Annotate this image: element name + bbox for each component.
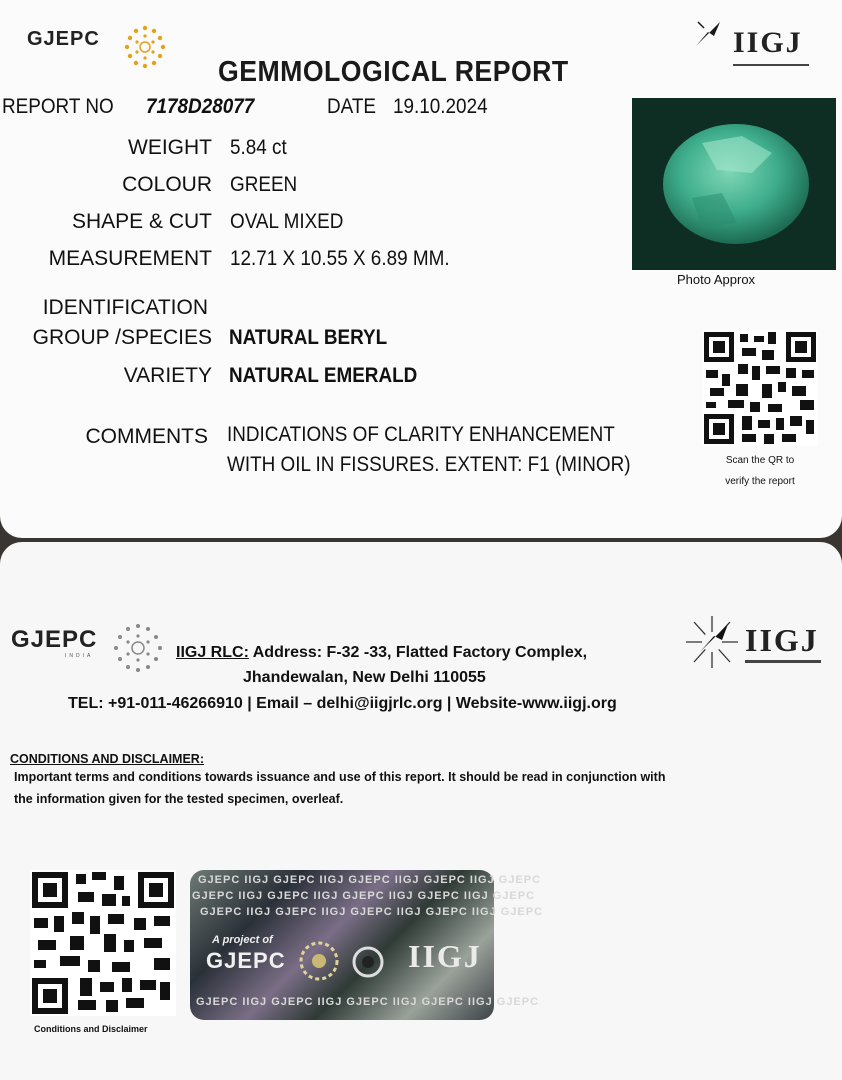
verify-qr-code[interactable] [702, 330, 818, 446]
conditions-qr-code[interactable] [30, 870, 176, 1016]
conditions-qr-caption: Conditions and Disclaimer [34, 1024, 148, 1034]
hologram-pattern-row-1: GJEPC IIGJ GJEPC IIGJ GJEPC IIGJ GJEPC IIGJ GJEPC [198, 874, 542, 886]
hologram-project-label: A project of [212, 934, 273, 946]
comments-line-2: WITH OIL IN FISSURES. EXTENT: F1 (MINOR) [227, 453, 631, 476]
measurement-value: 12.71 X 10.55 X 6.89 MM. [230, 247, 450, 270]
report-no-label: REPORT NO [2, 95, 114, 118]
conditions-heading: CONDITIONS AND DISCLAIMER: [10, 752, 204, 766]
iigj-arrow-icon [694, 18, 724, 48]
gjepc-logo-back: GJEPC INDIA [11, 626, 98, 659]
hologram-security-sticker [190, 870, 544, 1020]
contact-line[interactable]: TEL: +91-011-46266910 | Email – delhi@iigjrlc.org | Website-www.iigj.org [68, 695, 617, 712]
comments-label: COMMENTS [85, 425, 208, 448]
verify-qr-caption-line-1: Scan the QR to [725, 455, 795, 466]
hologram-pattern-row-3: GJEPC IIGJ GJEPC IIGJ GJEPC IIGJ GJEPC IIGJ GJEPC [200, 906, 544, 918]
hologram-gem-icon [348, 944, 388, 980]
hologram-pattern-row-2: GJEPC IIGJ GJEPC IIGJ GJEPC IIGJ GJEPC IIGJ GJEPC [192, 890, 536, 902]
address-line-1 [176, 644, 587, 662]
group-species-label: GROUP /SPECIES [32, 326, 212, 349]
photo-caption: Photo Approx [677, 272, 756, 287]
conditions-line-2: the information given for the tested specimen, overleaf. [14, 792, 344, 806]
iigj-underline [733, 64, 809, 66]
gjepc-sunburst-icon [120, 22, 170, 72]
measurement-label: MEASUREMENT [48, 247, 212, 270]
address-line-2: Jhandewalan, New Delhi 110055 [243, 669, 486, 686]
verify-qr-caption-line-2: verify the report [725, 476, 795, 487]
iigj-underline-back [745, 660, 821, 663]
hologram-iigj: IIGJ [408, 938, 482, 974]
hologram-pattern-row-4: GJEPC IIGJ GJEPC IIGJ GJEPC IIGJ GJEPC IIGJ GJEPC [196, 996, 540, 1008]
hologram-emblem-icon [298, 940, 340, 982]
date-value: 19.10.2024 [393, 95, 488, 118]
verify-qr-caption [700, 450, 820, 492]
group-species-value: NATURAL BERYL [229, 326, 388, 349]
colour-value: GREEN [230, 173, 298, 196]
iigj-logo-back: IIGJ [745, 622, 819, 658]
report-back-card [0, 542, 842, 1080]
gjepc-sunburst-icon [110, 620, 166, 676]
variety-value: NATURAL EMERALD [229, 364, 418, 387]
iigj-starburst-icon [682, 612, 742, 672]
emerald-gem-icon [632, 98, 836, 270]
shape-cut-value: OVAL MIXED [230, 210, 344, 233]
shape-cut-label: SHAPE & CUT [71, 210, 212, 233]
date-label: DATE [327, 95, 377, 118]
comments-line-1: INDICATIONS OF CLARITY ENHANCEMENT [227, 423, 615, 446]
address-text-1: Address: F-32 -33, Flatted Factory Complex, [252, 644, 588, 661]
colour-label: COLOUR [122, 173, 212, 196]
hologram-gjepc: GJEPC [206, 948, 286, 973]
conditions-line-1: Important terms and conditions towards issuance and use of this report. It should be read in conjunction with [14, 770, 666, 784]
weight-label: WEIGHT [128, 136, 212, 159]
gjepc-logo: GJEPC [27, 28, 100, 50]
report-no-value: 7178D28077 [146, 95, 255, 118]
iigj-logo: IIGJ [733, 26, 803, 59]
report-title: GEMMOLOGICAL REPORT [218, 56, 569, 88]
identification-label: IDENTIFICATION [42, 296, 208, 319]
report-front-card [0, 0, 842, 538]
gemstone-photo [632, 98, 836, 270]
weight-value: 5.84 ct [230, 136, 287, 159]
variety-label: VARIETY [123, 364, 212, 387]
address-label: IIGJ RLC: [176, 644, 249, 661]
